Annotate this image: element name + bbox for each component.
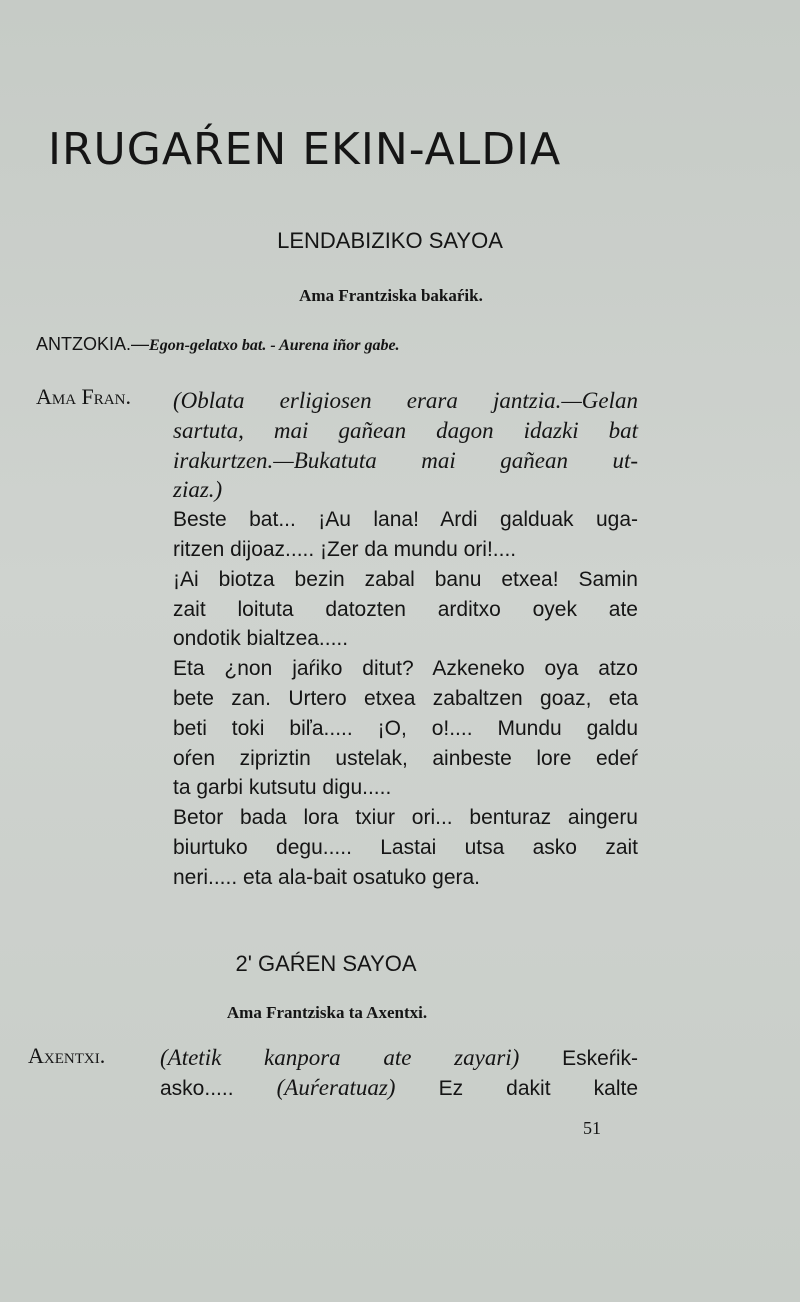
speech-line: biurtuko degu..... Lastai utsa asko zait: [173, 835, 638, 859]
setting-label: ANTZOKIA.—: [36, 334, 150, 354]
speech-fragment: Ez dakit kalte: [438, 1076, 638, 1100]
speech-line: [160, 1043, 638, 1073]
speech-line: oŕen zipriztin ustelak, ainbeste lore edeŕ: [173, 746, 638, 770]
speech-fragment: asko.....: [160, 1076, 234, 1100]
speech-line: ta garbi kutsutu digu.....: [173, 776, 392, 800]
speech-line: bete zan. Urtero etxea zabaltzen goaz, eta: [173, 686, 638, 710]
act-title: IRUGAŔEN EKIN-ALDIA: [48, 124, 562, 175]
speech-line: ¡Ai biotza bezin zabal banu etxea! Samin: [173, 567, 638, 591]
speech-line: zait loituta datozten arditxo oyek ate: [173, 597, 638, 621]
setting-line: [36, 334, 400, 355]
stage-direction-line: sartuta, mai gañean dagon idazki bat: [173, 417, 638, 443]
stage-direction: (Auŕeratuaz): [276, 1074, 396, 1100]
stage-direction-line: ziaz.): [173, 477, 223, 503]
scene-2-characters: Ama Frantziska ta Axentxi.: [226, 1003, 428, 1022]
speech-line: [160, 1073, 638, 1103]
scene-title-2: 2' GAŔEN SAYOA: [235, 951, 417, 976]
speaker-axentxi: Axentxi.: [28, 1043, 106, 1068]
scene-title-1: LENDABIZIKO SAYOA: [277, 228, 503, 253]
scene-1-characters: Ama Frantziska bakaŕik.: [299, 286, 483, 305]
speaker-ama-fran: Ama Fran.: [36, 384, 131, 409]
stage-direction-line: irakurtzen.—Bukatuta mai gañean ut-: [173, 447, 638, 473]
stage-direction: (Atetik kanpora ate zayari): [160, 1045, 520, 1070]
speech-line: beti toki biľa..... ¡O, o!.... Mundu galdu: [173, 716, 638, 740]
speech-line: ondotik bialtzea.....: [173, 627, 349, 651]
page-number: 51: [583, 1118, 601, 1138]
speech-axentxi: [160, 1043, 638, 1103]
speech-ama-fran: [173, 386, 638, 893]
setting-description: Egon-gelatxo bat. - Aurena iñor gabe.: [149, 337, 400, 354]
speech-line: Betor bada lora txiur ori... benturaz aingeru: [173, 806, 638, 830]
stage-direction-line: (Oblata erligiosen erara jantzia.—Gelan: [173, 388, 638, 413]
speech-fragment: Eskeŕik-: [562, 1047, 638, 1070]
speech-line: ritzen dijoaz..... ¡Zer da mundu ori!....: [173, 537, 517, 561]
speech-line: neri..... eta ala-bait osatuko gera.: [173, 865, 481, 889]
speech-line: Beste bat... ¡Au lana! Ardi galduak uga-: [173, 508, 638, 532]
speech-line: Eta ¿non jaŕiko ditut? Azkeneko oya atzo: [173, 657, 638, 681]
